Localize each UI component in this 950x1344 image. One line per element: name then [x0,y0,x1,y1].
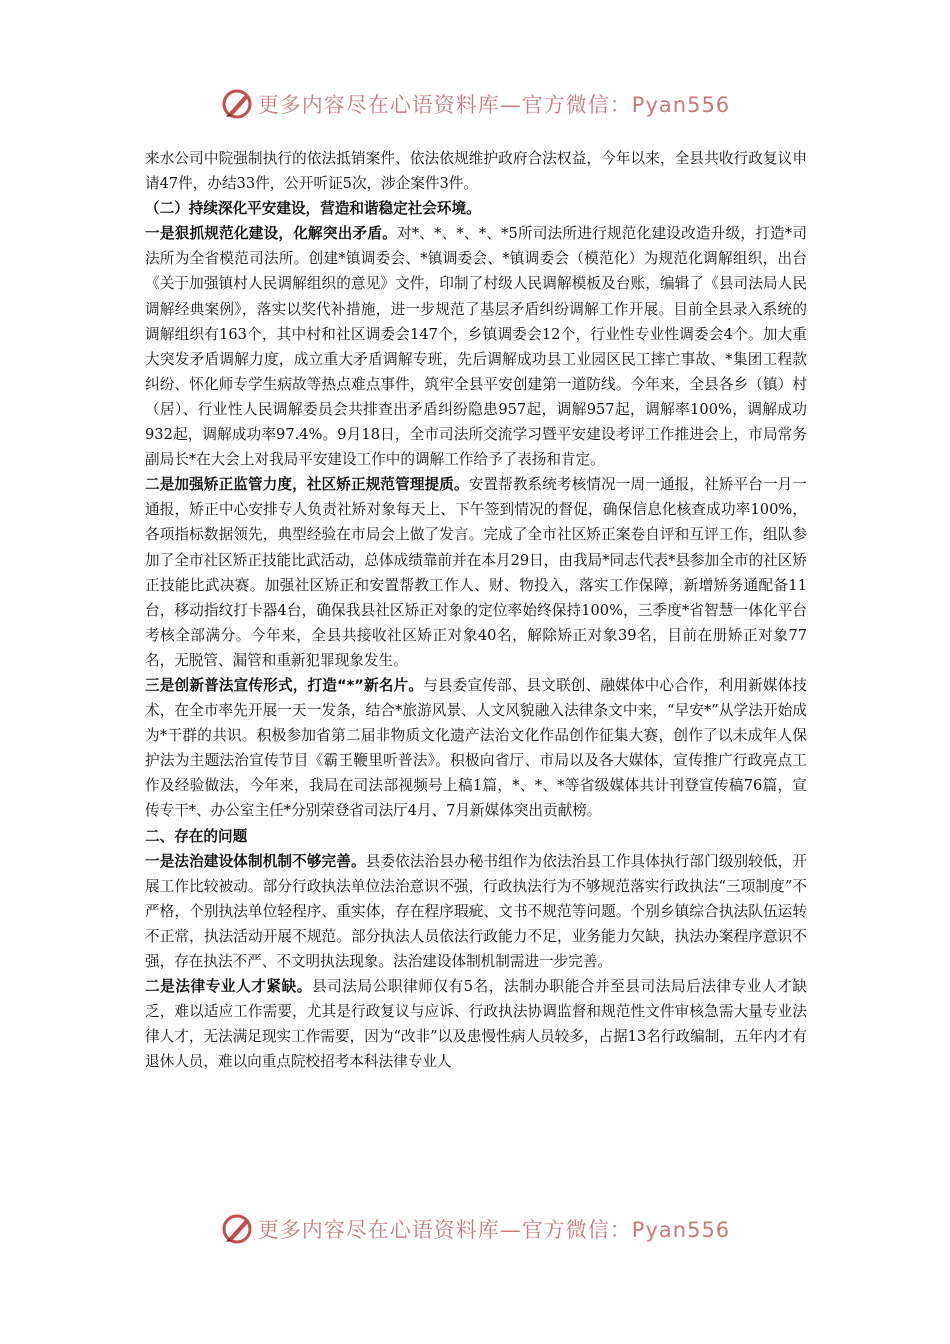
paragraph-publicity [145,673,807,824]
banner-text: 更多内容尽在心语资料库—官方微信：Pyan556 [257,1218,731,1242]
body-mediation: 对*、*、*、*、*5所司法所进行规范化建设改造升级，打造*司法所为全省模范司法所。创建*镇调委会、*镇调委会、*镇调委会（模范化）为规范化调解组织，出台《关于加强镇村人民调解组织的意见》文件，印制了村级人民调解模板及台账，编辑了《县司法局人民调解经典案例》，落实以奖代补措施，进一步规范了基层矛盾纠纷调解工作开展。目前全县录入系统的调解组织有163个，其中村和社区调委会147个，乡镇调委会12个，行业性专业性调委会4个。加大重大突发矛盾调解力度，成立重大矛盾调解专班，先后调解成功县工业园区民工摔亡事故、*集团工程款纠纷、怀化师专学生病故等热点难点事件，筑牢全县平安创建第一道防线。今年来，全县各乡（镇）村（居）、行业性人民调解委员会共排查出矛盾纠纷隐患957起，调解957起，调解率100%，调解成功932起，调解成功率97.4%。9月18日，全市司法所交流学习暨平安建设考评工作推进会上，市局常务副局长*在大会上对我局平安建设工作中的调解工作给予了表扬和肯定。 [145,225,807,469]
lead-mediation: 一是狠抓规范化建设，化解突出矛盾。 [145,225,397,243]
body-problem-system: 县委依法治县办秘书组作为依法治县工作具体执行部门级别较低，开展工作比较被动。部分行政执法单位法治意识不强，行政执法行为不够规范落实行政执法“三项制度”不严格，个别执法单位轻程序、重实体，存在程序瑕疵、文书不规范等问题。个别乡镇综合执法队伍运转不正常，执法活动开展不规范。部分执法人员依法行政能力不足，业务能力欠缺，执法办案程序意识不强，存在执法不严、不文明执法现象。法治建设体制机制需进一步完善。 [145,852,807,970]
body-publicity: 与县委宣传部、县文联创、融媒体中心合作，利用新媒体技术，在全市率先开展一天一发条，结合*旅游风景、人文风貌融入法律条文中来，“早安*”从学法开始成为*干群的共识。积极参加省第二届非物质文化遗产法治文化作品创作征集大赛，创作了以未成年人保护法为主题法治宣传节目《霸王鞭里听普法》。积极向省厅、市局以及各大媒体，宣传推广行政亮点工作及经验做法，今年来，我局在司法部视频号上稿1篇，*、*、*等省级媒体共计刊登宣传稿76篇，宣传专干*、办公室主任*分别荣登省司法厅4月、7月新媒体突出贡献榜。 [145,676,807,820]
paragraph-problem-talent [145,974,807,1074]
paragraph-intro: 来水公司中院强制执行的依法抵销案件、依法依规维护政府合法权益，今年以来，全县共收行政复议申请47件，办结33件，公开听证5次，涉企案件3件。 [145,150,807,193]
pen-logo-icon [220,1212,254,1246]
body-problem-talent: 县司法局公职律师仅有5名，法制办职能合并至县司法局后法律专业人才缺乏，难以适应工作需要，尤其是行政复议与应诉、行政执法协调监督和规范性文件审核急需大量专业法律人才，无法满足现实工作需要，因为“改非”以及患慢性病人员较多，占据13名行政编制，五年内才有退休人员，难以向重点院校招考本科法律专业人 [145,978,807,1071]
section-heading-problems: 二、存在的问题 [145,827,248,845]
body-correction: 安置帮教系统考核情况一周一通报，社矫平台一月一通报，矫正中心安排专人负责社矫对象每天上、下午签到情况的督促，确保信息化核查成功率100%，各项指标数据领先，典型经验在市局会上做了发言。完成了全市社区矫正案卷自评和互评工作，组队参加了全市社区矫正技能比武活动，总体成绩靠前并在本月29日，由我局*同志代表*县参加全市的社区矫正技能比武决赛。加强社区矫正和安置帮教工作人、财、物投入，落实工作保障，新增矫务通配备11台，移动指纹打卡器4台，确保我县社区矫正对象的定位率始终保持100%，三季度*省智慧一体化平台考核全部满分。今年来，全县共接收社区矫正对象40名，解除矫正对象39名，目前在册矫正对象77名，无脱管、漏管和重新犯罪现象发生。 [145,476,807,669]
header-banner [0,82,950,126]
banner-text: 更多内容尽在心语资料库—官方微信：Pyan556 [257,93,731,117]
paragraph-mediation [145,221,807,472]
paragraph-correction [145,472,807,673]
lead-problem-talent: 二是法律专业人才紧缺。 [145,978,312,996]
paragraph-problem-system [145,849,807,974]
lead-correction: 二是加强矫正监管力度，社区矫正规范管理提质。 [145,476,469,494]
pen-logo-icon [220,87,254,121]
footer-banner [0,1207,950,1251]
lead-publicity: 三是创新普法宣传形式，打造“*”新名片。 [145,676,424,694]
section-heading-2: （二）持续深化平安建设，营造和谐稳定社会环境。 [145,200,481,218]
lead-problem-system: 一是法治建设体制机制不够完善。 [145,852,366,870]
document-body [145,146,807,1074]
